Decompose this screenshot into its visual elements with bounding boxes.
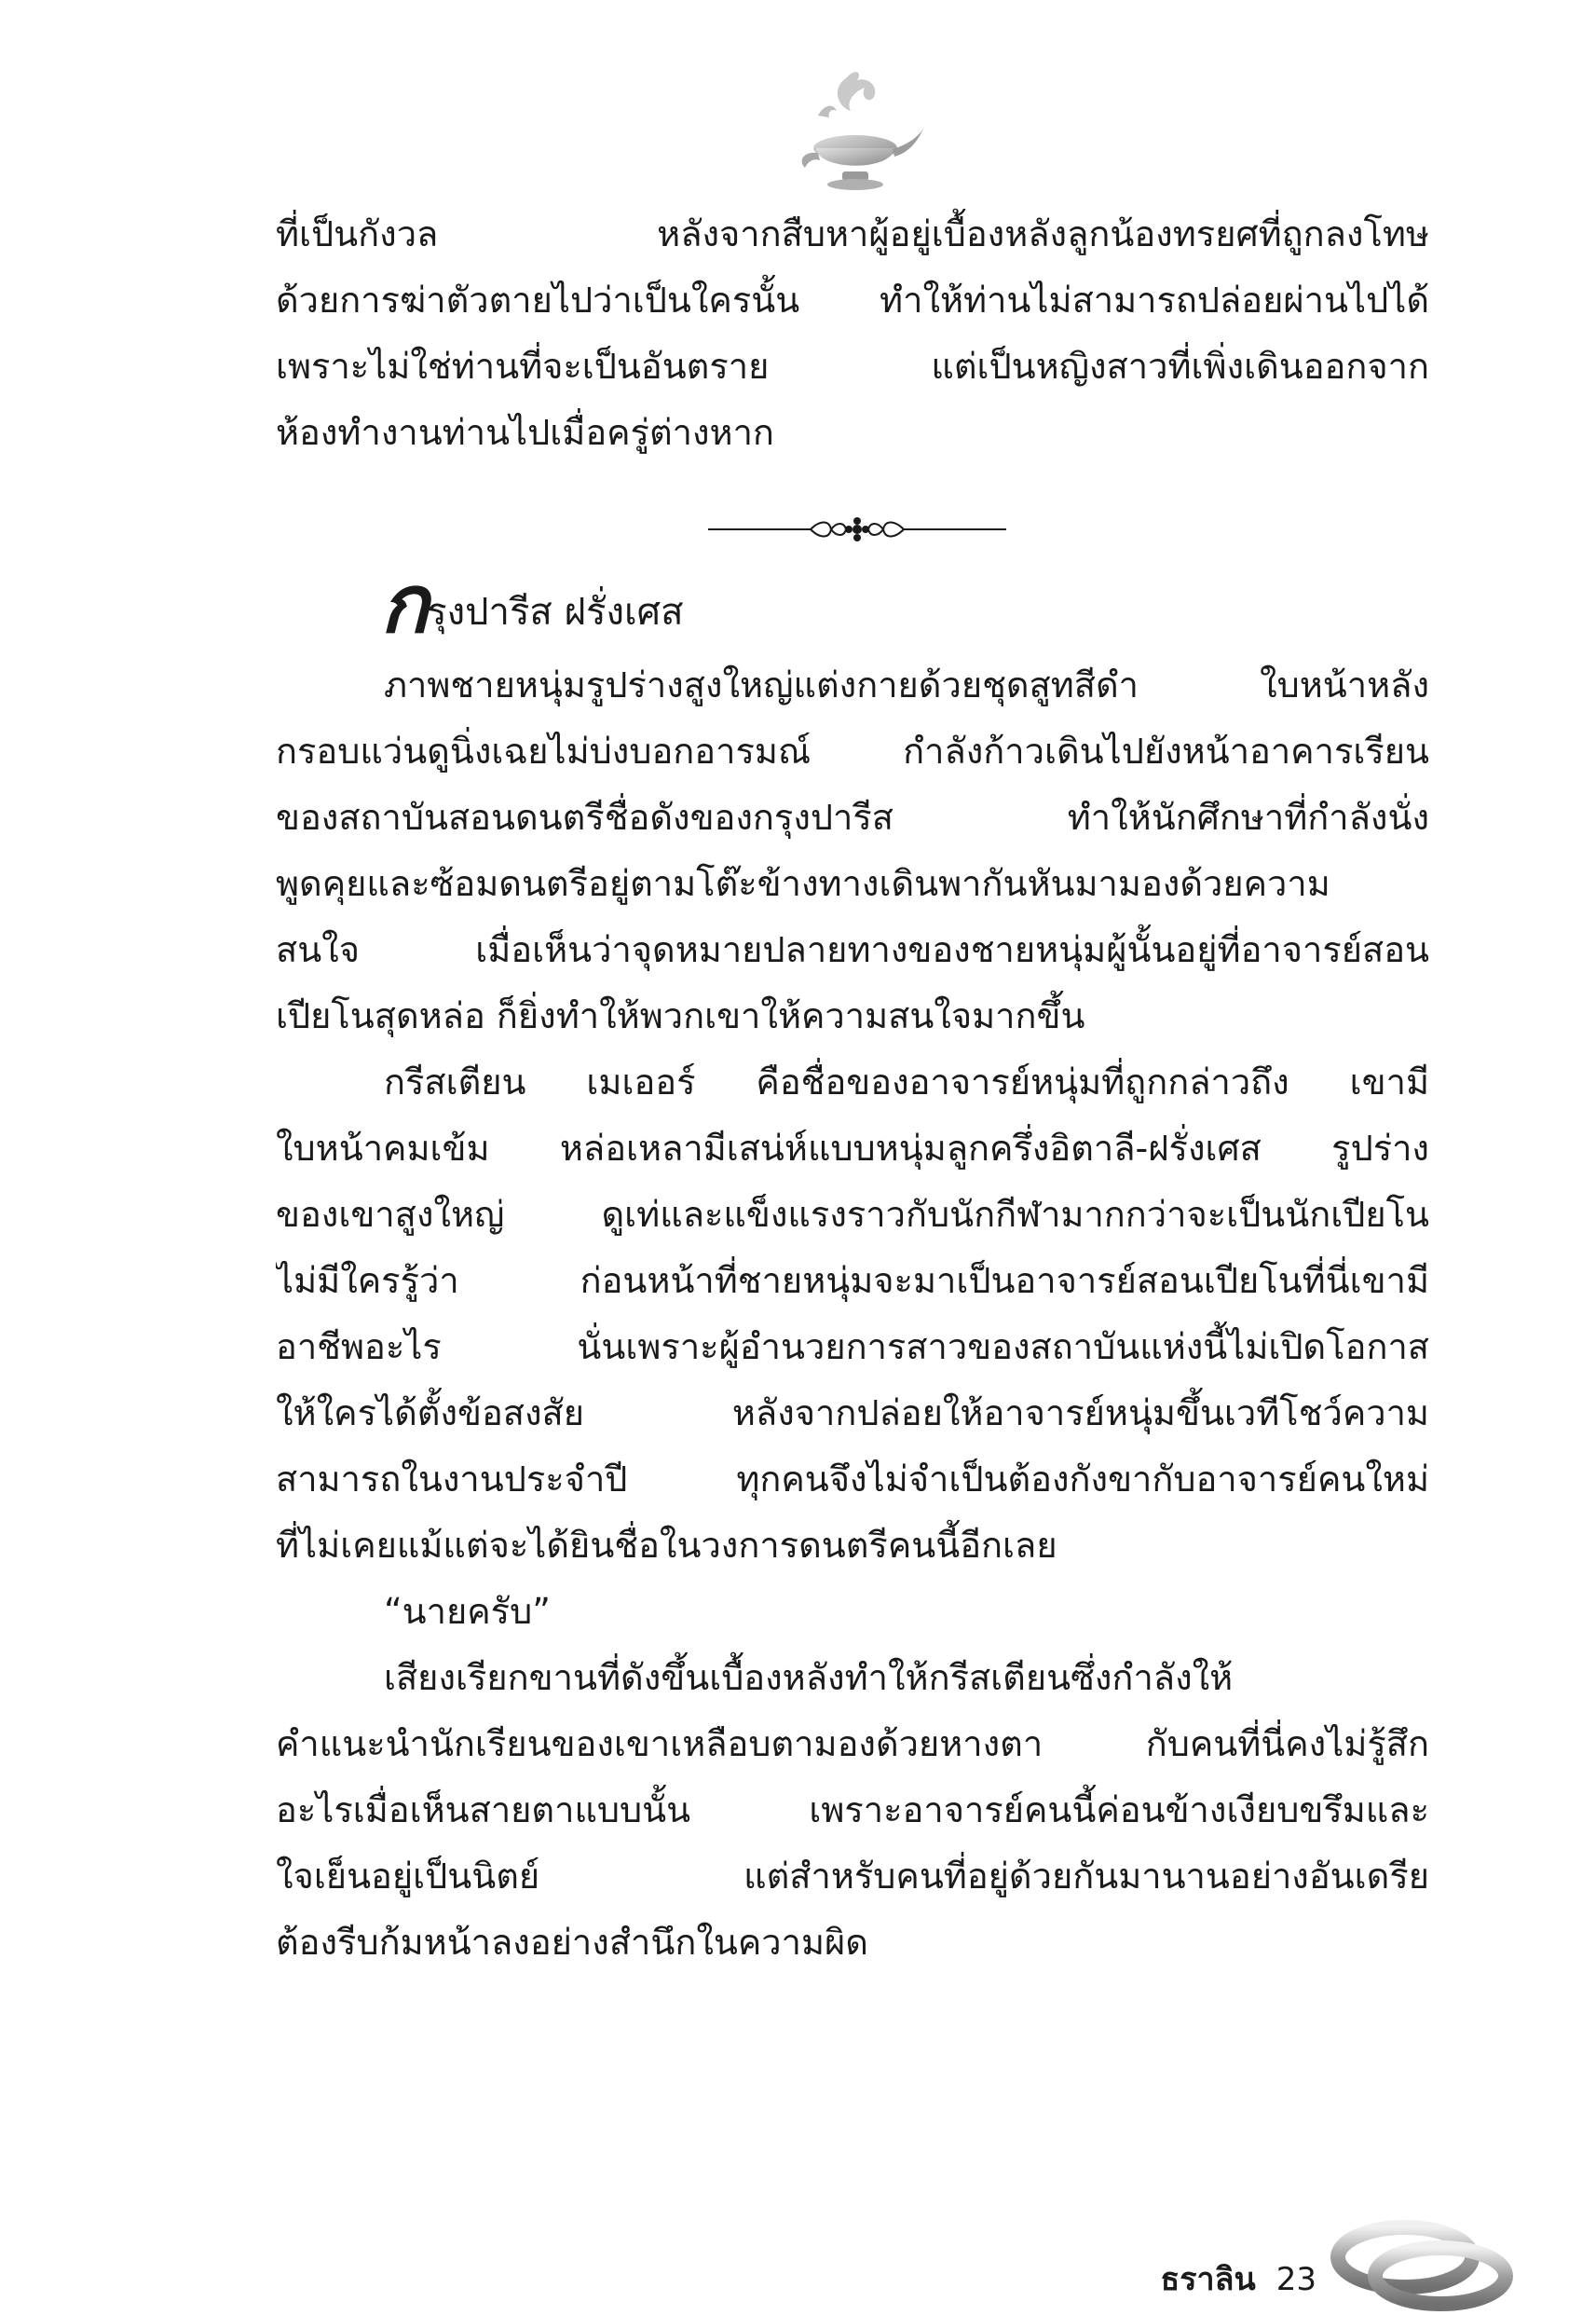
text-line: กรอบแว่นดูนิ่งเฉยไม่บ่งบอกอารมณ์ กำลังก้าวเดินไปยังหน้าอาคารเรียน xyxy=(276,731,1429,772)
text-line: ใบหน้าคมเข้ม หล่อเหลามีเสน่ห์แบบหนุ่มลูกครึ่งอิตาลี-ฝรั่งเศส รูปร่าง xyxy=(276,1128,1429,1169)
text-line: ภาพชายหนุ่มรูปร่างสูงใหญ่แต่งกายด้วยชุดสูทสีดำ ใบหน้าหลัง xyxy=(384,664,1429,705)
text-line: สามารถในงานประจำปี ทุกคนจึงไม่จำเป็นต้องกังขากับอาจารย์คนใหม่ xyxy=(276,1459,1429,1500)
text-line: อาชีพอะไร นั่นเพราะผู้อำนวยการสาวของสถาบันแห่งนี้ไม่เปิดโอกาส xyxy=(276,1326,1429,1367)
page-footer xyxy=(1161,2253,1316,2304)
book-title: ธราลิน xyxy=(1160,2261,1256,2298)
text-line: ที่เป็นกังวล หลังจากสืบหาผู้อยู่เบื้องหลังลูกน้องทรยศที่ถูกลงโทษ xyxy=(276,213,1429,254)
top-paragraph xyxy=(276,201,1429,466)
text-line: คำแนะนำนักเรียนของเขาเหลือบตามองด้วยหางตา กับคนที่นี่คงไม่รู้สึก xyxy=(276,1723,1429,1764)
paragraph xyxy=(276,1645,1429,1976)
text-line: อะไรเมื่อเห็นสายตาแบบนั้น เพราะอาจารย์คนนี้ค่อนข้างเงียบขรึมและ xyxy=(276,1789,1429,1830)
text-line: ไม่มีใครรู้ว่า ก่อนหน้าที่ชายหนุ่มจะมาเป็นอาจารย์สอนเปียโนที่นี่เขามี xyxy=(276,1260,1429,1301)
paragraph xyxy=(276,1049,1429,1579)
text-line: ต้องรีบก้มหน้าลงอย่างสำนึกในความผิด xyxy=(276,1922,868,1963)
lamp-icon xyxy=(781,60,930,209)
text-line: ห้องทำงานท่านไปเมื่อครู่ต่างหาก xyxy=(276,412,774,453)
flourish-divider-icon xyxy=(708,511,1006,548)
text-line: ที่ไม่เคยแม้แต่จะได้ยินชื่อในวงการดนตรีคนนี้อีกเลย xyxy=(276,1525,1057,1566)
text-line: ให้ใครได้ตั้งข้อสงสัย หลังจากปล่อยให้อาจารย์หนุ่มขึ้นเวทีโชว์ความ xyxy=(276,1392,1429,1433)
drop-cap: ก xyxy=(380,558,428,651)
text-line: ของสถาบันสอนดนตรีชื่อดังของกรุงปารีส ทำให้นักศึกษาที่กำลังนั่ง xyxy=(276,797,1429,838)
text-line: “นายครับ” xyxy=(384,1591,551,1632)
chapter-heading xyxy=(380,558,684,651)
text-line: ด้วยการฆ่าตัวตายไปว่าเป็นใครนั้น ทำให้ท่านไม่สามารถปล่อยผ่านไปได้ xyxy=(276,280,1429,321)
paragraph-dialogue xyxy=(276,1579,1429,1645)
text-line: ของเขาสูงใหญ่ ดูเท่และแข็งแรงราวกับนักกีฬามากกว่าจะเป็นนักเปียโน xyxy=(276,1194,1429,1235)
text-line: เสียงเรียกขานที่ดังขึ้นเบื้องหลังทำให้กรีสเตียนซึ่งกำลังให้ xyxy=(384,1657,1234,1698)
page-number: 23 xyxy=(1275,2261,1316,2298)
text-line: พูดคุยและซ้อมดนตรีอยู่ตามโต๊ะข้างทางเดินพากันหันมามองด้วยความ xyxy=(276,863,1330,904)
text-line: สนใจ เมื่อเห็นว่าจุดหมายปลายทางของชายหนุ่มผู้นั้นอยู่ที่อาจารย์สอน xyxy=(276,929,1429,970)
text-line: เพราะไม่ใช่ท่านที่จะเป็นอันตราย แต่เป็นหญิงสาวที่เพิ่งเดินออกจาก xyxy=(276,346,1429,387)
rings-icon xyxy=(1330,2212,1517,2315)
text-line: ใจเย็นอยู่เป็นนิตย์ แต่สำหรับคนที่อยู่ด้วยกันมานานอย่างอันเดรีย xyxy=(276,1856,1429,1897)
chapter-heading-text: รุงปารีส ฝรั่งเศส xyxy=(427,591,684,634)
paragraph xyxy=(276,652,1429,1049)
text-line: เปียโนสุดหล่อ ก็ยิ่งทำให้พวกเขาให้ความสนใจมากขึ้น xyxy=(276,995,1085,1036)
text-line: กรีสเตียน เมเออร์ คือชื่อของอาจารย์หนุ่มที่ถูกกล่าวถึง เขามี xyxy=(384,1062,1429,1103)
